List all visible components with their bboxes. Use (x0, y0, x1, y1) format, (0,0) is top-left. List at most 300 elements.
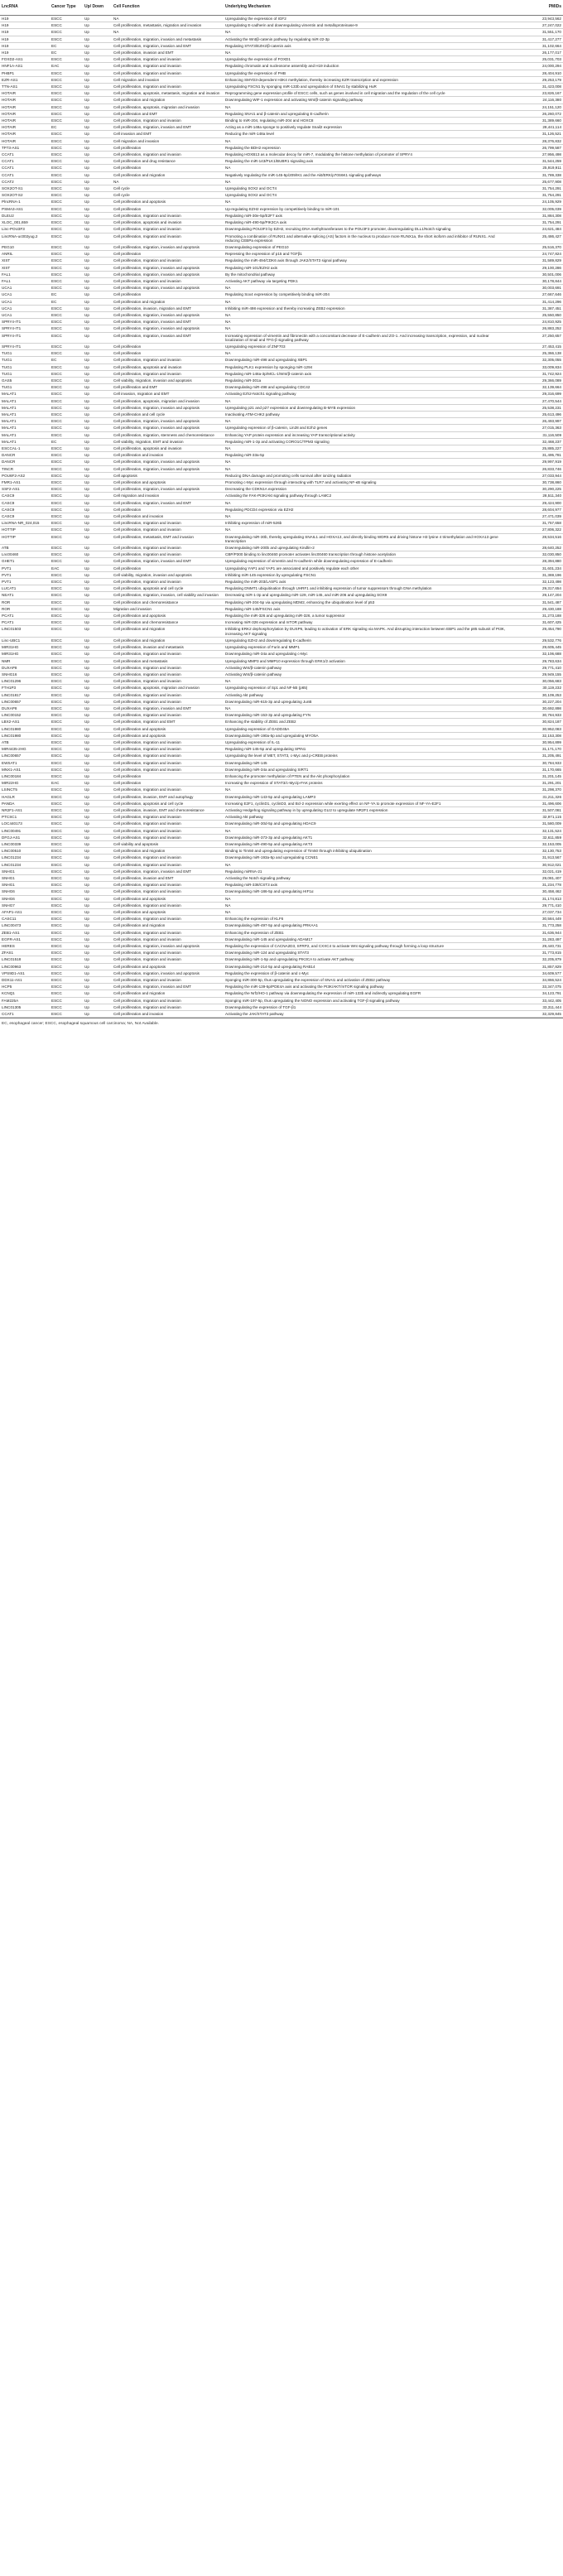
cancer-type-cell: ESCC (50, 472, 83, 479)
mechanism-cell: Upregulating expression of vimentin and N-cadherin while downregulating expression of E-cadherin (224, 558, 509, 565)
pmids-cell: 31,754,291 (509, 192, 563, 199)
up-down-cell: Up (83, 499, 112, 506)
mechanism-cell: Downregulating miR-30b, thereby upregulating SNAIL1 and HOXA13, and directly binding WDR5 and driving histone H3 lysine 4 trimethylation and HOXA13 gene transcription (224, 533, 509, 544)
pmids-cell: 26,260,072 (509, 110, 563, 117)
table-row (0, 571, 563, 578)
cell-function-cell: Cell proliferation, apoptosis and cell cycle (112, 585, 224, 592)
cell-function-cell: Cell proliferation (112, 773, 224, 779)
table-row (0, 977, 563, 984)
mechanism-cell: Enhancing SMYD3-dependent H3K4 methylation, thereby increasing EZR transcription and expression (224, 76, 509, 83)
cancer-type-cell: ESCC (50, 165, 83, 171)
cell-function-cell: Cell proliferation, migration and invasion (112, 977, 224, 984)
lncrna-cell: MALAT1 (0, 418, 50, 425)
mechanism-cell: NA (224, 465, 509, 472)
cell-function-cell: Cell proliferation, migration, invasion and apoptosis (112, 271, 224, 277)
up-down-cell: Up (83, 725, 112, 732)
lncrna-cell: LINC00657 (0, 753, 50, 759)
cancer-type-cell: ESCC (50, 350, 83, 357)
up-down-cell: Up (83, 364, 112, 370)
cell-function-cell: Cell viability, migration, EMT and invasion (112, 438, 224, 445)
mechanism-cell: NA (224, 895, 509, 902)
lncrna-cell: UCA1 (0, 291, 50, 298)
pmids-cell: 32,205,879 (509, 956, 563, 963)
pmids-cell: 25,516,370 (509, 243, 563, 250)
cell-function-cell: Cell invasion and EMT (112, 131, 224, 137)
pmids-cell: 31,541,487 (509, 599, 563, 605)
lncrna-cell: GAS5 (0, 377, 50, 383)
mechanism-cell: Activating Akt pathway (224, 814, 509, 821)
up-down-cell: Up (83, 199, 112, 205)
lncrna-cell: LINC00657 (0, 698, 50, 705)
mechanism-cell: Acting as a miR-148a sponge to positively regulate Snail2 expression (224, 124, 509, 131)
table-row (0, 185, 563, 192)
mechanism-cell: Regulating the miR-139-5p/PDE4A axis and activating the PI3K/AKT/mTOR signaling pathway (224, 984, 509, 990)
up-down-cell: Up (83, 868, 112, 874)
cell-function-cell: Cell proliferation, invasion and EMT (112, 875, 224, 882)
mechanism-cell: Downregulating WIF-1 expression and activating Wnt/β-catenin signaling pathway (224, 97, 509, 104)
cell-function-cell: Cell proliferation, migration, invasion and EMT (112, 42, 224, 49)
mechanism-cell: Activating the FAK-PI3K/Akt signaling pathway through LAMC2 (224, 493, 509, 499)
pmids-cell: 31,423,008 (509, 84, 563, 90)
cancer-type-cell: ESCC (50, 22, 83, 29)
cell-function-cell: Cell viability and apoptosis (112, 840, 224, 847)
mechanism-cell: Enhancing the promoter methylation of PTEN and the Akt phosphorylation (224, 773, 509, 779)
cell-function-cell: Cell proliferation and EMT (112, 384, 224, 391)
lncrna-cell: TTN-AS1 (0, 84, 50, 90)
up-down-cell: Up (83, 599, 112, 605)
lncrna-cell: PANDA (0, 800, 50, 807)
cell-function-cell: Cell proliferation, migration, invasion and EMT (112, 499, 224, 506)
cell-function-cell: Cell proliferation, apoptosis and invasion (112, 445, 224, 452)
table-row (0, 753, 563, 759)
table-row (0, 773, 563, 779)
cell-function-cell: Cell proliferation, invasion, EMT and chemoresistance (112, 807, 224, 813)
cancer-type-cell: ESCC (50, 384, 83, 391)
lncrna-cell: HOTAIR (0, 104, 50, 110)
lncrna-cell: MALAT1 (0, 425, 50, 431)
pmids-cell: 24,105,929 (509, 199, 563, 205)
cancer-type-cell: ESCC (50, 956, 83, 963)
cancer-type-cell: ESCC (50, 977, 83, 984)
lncrna-cell: EGFR-AS1 (0, 936, 50, 942)
table-row (0, 990, 563, 997)
mechanism-cell: Activating the Wnt/β-catenin pathway by regulating miR-22-3p (224, 36, 509, 42)
table-row (0, 848, 563, 855)
lncrna-cell: TUG1 (0, 364, 50, 370)
table-row (0, 205, 563, 212)
up-down-cell: Up (83, 592, 112, 599)
pmids-cell: 29,430,188 (509, 605, 563, 612)
mechanism-cell: Enhancing the expression of KLF6 (224, 916, 509, 922)
cell-function-cell: Migration and invasion (112, 605, 224, 612)
up-down-cell: Up (83, 861, 112, 868)
table-row (0, 499, 563, 506)
table-row (0, 22, 563, 29)
pmids-cell: 32,468,237 (509, 438, 563, 445)
up-down-cell: Up (83, 291, 112, 298)
lncrna-cell: NMR (0, 657, 50, 664)
mechanism-cell: Decreasing miR-1-3p and upregulating miR-129, miR-145, and miR-206 and upregulating SOX9 (224, 592, 509, 599)
cancer-type-cell: ESCC (50, 118, 83, 124)
cell-function-cell: Cell proliferation, migration, invasion and apoptosis (112, 311, 224, 318)
lncrna-cell: UCA1 (0, 298, 50, 305)
up-down-cell: Up (83, 671, 112, 677)
up-down-cell: Up (83, 325, 112, 332)
table-row (0, 868, 563, 874)
mechanism-cell: Reducing the miR-148a level (224, 131, 509, 137)
up-down-cell: Up (83, 613, 112, 619)
up-down-cell: Up (83, 397, 112, 404)
lncrna-cell: ZEB1-AS1 (0, 929, 50, 936)
mechanism-cell: Upregulating expression of IL-11 (224, 739, 509, 745)
lncrna-cell: CCAT1 (0, 152, 50, 158)
table-row (0, 445, 563, 452)
mechanism-cell: Downregulating miR-373-3p and upregulating AKT1 (224, 834, 509, 840)
mechanism-cell: Regulating miR-101/EZH2 axis (224, 264, 509, 271)
table-row (0, 585, 563, 592)
mechanism-cell: NA (224, 499, 509, 506)
up-down-cell: Up (83, 271, 112, 277)
pmids-cell: 28,511,340 (509, 493, 563, 499)
table-row (0, 644, 563, 651)
mechanism-cell: Regulating chromatin and nucleosome assembly and H19 induction (224, 63, 509, 70)
cancer-type-cell: ESCC (50, 465, 83, 472)
cell-function-cell: Cell proliferation, metastasis, migration and invasion (112, 22, 224, 29)
cancer-type-cell: ESCC (50, 212, 83, 219)
lncrna-cell: DFGJ-AS1 (0, 834, 50, 840)
lncrna-cell: CCAT1 (0, 158, 50, 165)
cancer-type-cell: ESCC (50, 868, 83, 874)
lncrna-cell: FMR1-AS1 (0, 479, 50, 486)
up-down-cell: Up (83, 76, 112, 83)
cancer-type-cell: ESCC (50, 397, 83, 404)
cancer-type-cell: ESCC (50, 243, 83, 250)
table-row (0, 793, 563, 800)
mechanism-cell: Regulating miRNA-21 (224, 868, 509, 874)
table-row (0, 425, 563, 431)
up-down-cell: Up (83, 506, 112, 513)
pmids-cell: 31,102,664 (509, 42, 563, 49)
mechanism-cell: Negatively regulating the miR-145-5p/209/IK1 and the Akt/ERK/p70S6K1 signaling pathways (224, 171, 509, 178)
pmids-cell: 25,919,911 (509, 165, 563, 171)
table-row (0, 243, 563, 250)
mechanism-cell: Increasing miR-326 expression and mTOR pathway (224, 619, 509, 626)
lncrna-cell: FOXD2-AS1 (0, 56, 50, 63)
pmids-cell: 31,789,338 (509, 171, 563, 178)
cancer-type-cell: ESCC (50, 16, 83, 22)
mechanism-cell: NA (224, 350, 509, 357)
cell-function-cell: Cell proliferation and migration (112, 922, 224, 929)
mechanism-cell: Downregulating miR-1-5p and upregulating PIK3CA to activate AKT pathway (224, 956, 509, 963)
pmids-cell: 30,954,899 (509, 739, 563, 745)
pmids-cell: 32,123,498 (509, 579, 563, 585)
lncrna-cell: DUXAP8 (0, 664, 50, 671)
table-row (0, 350, 563, 357)
header-up-down: Up/ Down (83, 0, 112, 16)
pmids-cell: 31,754,291 (509, 185, 563, 192)
cell-function-cell: Cell migration and invasion (112, 493, 224, 499)
cell-function-cell: Cell proliferation, migration and invasion (112, 861, 224, 868)
up-down-cell: Up (83, 651, 112, 657)
mechanism-cell: Upregulating YAP1 and YAP1 are associated and positively regulate each other (224, 565, 509, 571)
table-row (0, 712, 563, 719)
mechanism-cell: NA (224, 445, 509, 452)
lncrna-cell: PCAT1 (0, 619, 50, 626)
up-down-cell: Up (83, 685, 112, 691)
up-down-cell: Up (83, 472, 112, 479)
table-row (0, 124, 563, 131)
lncrna-cell: ANRIL (0, 251, 50, 258)
lncrna-cell: MALAT1 (0, 431, 50, 438)
pmids-cell: 27,471,039 (509, 513, 563, 520)
mechanism-cell: NA (224, 298, 509, 305)
up-down-cell: Up (83, 545, 112, 551)
lncrna-cell: H19 (0, 42, 50, 49)
lncrna-cell: TUG1 (0, 357, 50, 364)
pmids-cell: 25,613,496 (509, 411, 563, 417)
cancer-type-cell: ESCC (50, 807, 83, 813)
cell-function-cell: Cell proliferation, migration and invasion (112, 671, 224, 677)
table-row (0, 565, 563, 571)
cancer-type-cell: ESCC (50, 70, 83, 76)
up-down-cell: Up (83, 370, 112, 377)
mechanism-cell: NA (224, 137, 509, 144)
table-row (0, 438, 563, 445)
lncrna-cell: SPRY4-IT1 (0, 319, 50, 325)
pmids-cell: 31,283,497 (509, 936, 563, 942)
lncrna-cell: PTCSC1 (0, 814, 50, 821)
mechanism-cell: Upregulating E-cadherin and downregulating vimentin and metalloproteinase-9 (224, 22, 509, 29)
cell-function-cell: Cell proliferation, migration and invasion (112, 212, 224, 219)
pmids-cell: 31,857,829 (509, 963, 563, 970)
lncrna-cell: LINC00184 (0, 773, 50, 779)
cell-function-cell: Cell proliferation, migration, invasion and EMT (112, 319, 224, 325)
table-row (0, 936, 563, 942)
mechanism-cell: Regulating SNAI1 and β-catenin and upregulating E-cadherin (224, 110, 509, 117)
cell-function-cell: Cell proliferation, migration, invasion, cell viability and invasion (112, 592, 224, 599)
cancer-type-cell: ESCC (50, 739, 83, 745)
pmids-cell: 31,884,308 (509, 212, 563, 219)
cell-function-cell: Cell proliferation, apoptosis and invasion (112, 219, 224, 226)
table-row (0, 875, 563, 882)
pmids-cell: 26,883,252 (509, 325, 563, 332)
lncrna-cell: SPRY4-IT1 (0, 332, 50, 343)
header-pmids: PMIDs (509, 0, 563, 16)
cancer-type-cell: ESCC (50, 545, 83, 551)
table-row (0, 637, 563, 643)
cell-function-cell: Cell proliferation, migration and invasion (112, 936, 224, 942)
up-down-cell: Up (83, 264, 112, 271)
pmids-cell: 32,030,850 (509, 551, 563, 558)
cancer-type-cell: ESCC (50, 861, 83, 868)
table-row (0, 226, 563, 233)
mechanism-cell: Upregulating the expression of IGF2 (224, 16, 509, 22)
mechanism-cell: Increasing E2F1, cyclinD1, cyclinD3, and Bcl-2 expression while exerting effect on NF-YA to promote expression of NF-YA-E2F1 (224, 800, 509, 807)
cancer-type-cell: ESCC (50, 644, 83, 651)
cancer-type-cell: ESCC (50, 685, 83, 691)
cell-function-cell: Cell proliferation, migration and invasion (112, 664, 224, 671)
mechanism-cell: NA (224, 827, 509, 834)
pmids-cell: 27,470,544 (509, 397, 563, 404)
mechanism-cell: Upregulating expression of Sp1 and NF-kB (p65) (224, 685, 509, 691)
cancer-type-cell: ESCC (50, 664, 83, 671)
mechanism-cell: Activating Hedgehog signaling pathway in by upregulating GLI2 to upregulate NR2F1 expression (224, 807, 509, 813)
header-cell-function: Cell Function (112, 0, 224, 16)
table-row (0, 691, 563, 698)
table-row (0, 821, 563, 827)
mechanism-cell: Regulating the miR-326 and upregulating miR-326, a tumor suppressor (224, 613, 509, 619)
cancer-type-cell: ESCC (50, 827, 83, 834)
mechanism-cell: Activating AKT pathway via targeting PDK1 (224, 277, 509, 284)
pmids-cell: 32,329,845 (509, 1011, 563, 1018)
pmids-cell: 24,116,380 (509, 97, 563, 104)
cancer-type-cell: ESCC (50, 657, 83, 664)
table-row (0, 800, 563, 807)
up-down-cell: Up (83, 350, 112, 357)
mechanism-cell: Downregulating miR-214-5p and upregulating RAB14 (224, 963, 509, 970)
table-row (0, 377, 563, 383)
up-down-cell: Up (83, 445, 112, 452)
up-down-cell: Up (83, 452, 112, 459)
table-row (0, 746, 563, 753)
up-down-cell: Up (83, 520, 112, 527)
table-row (0, 90, 563, 97)
pmids-cell: 29,783,634 (509, 657, 563, 664)
cancer-type-cell: EC (50, 50, 83, 56)
cell-function-cell: Cell proliferation, migration and invasion (112, 888, 224, 895)
pmids-cell: 31,205,491 (509, 753, 563, 759)
mechanism-cell: NA (224, 397, 509, 404)
pmids-cell: 34,123,791 (509, 990, 563, 997)
cell-function-cell: Cell cycle (112, 192, 224, 199)
up-down-cell: Up (83, 664, 112, 671)
pmids-cell: 29,081,407 (509, 875, 563, 882)
table-row (0, 732, 563, 739)
cell-function-cell: Cell proliferation (112, 350, 224, 357)
lncrna-cell: LincRNA-NR_024,015 (0, 520, 50, 527)
up-down-cell: Up (83, 36, 112, 42)
up-down-cell: Up (83, 963, 112, 970)
mechanism-cell: Upregulating EZH2 and downregulating E-cadherin (224, 637, 509, 643)
cell-function-cell: Cell proliferation, apoptosis, migration and invasion (112, 685, 224, 691)
table-row (0, 685, 563, 691)
cancer-type-cell: ESCC (50, 431, 83, 438)
table-row (0, 357, 563, 364)
cell-function-cell: Cell proliferation, migration, stemness and chemoresistance (112, 431, 224, 438)
lncrna-cell: MALAT1 (0, 411, 50, 417)
up-down-cell: Up (83, 185, 112, 192)
mechanism-cell: NA (224, 459, 509, 465)
up-down-cell: Up (83, 855, 112, 861)
cell-function-cell: Cell proliferation, migration and invasion (112, 152, 224, 158)
mechanism-cell: Downregulating miR-497-5p and upregulating PRKAA1 (224, 922, 509, 929)
table-row (0, 766, 563, 773)
cell-function-cell: Cell proliferation, migration, invasion and EMT (112, 705, 224, 711)
table-row (0, 997, 563, 1004)
lncrna-cell: LINC01296 (0, 678, 50, 685)
cell-function-cell: Cell proliferation and migration (112, 626, 224, 637)
table-row (0, 651, 563, 657)
cell-function-cell: Cell proliferation, metastasis, EMT and invasion (112, 533, 224, 544)
cell-function-cell: Cell proliferation, apoptosis and invasion (112, 364, 224, 370)
cancer-type-cell: ESCC (50, 848, 83, 855)
table-row (0, 431, 563, 438)
lncrna-cell: LINC00510 (0, 848, 50, 855)
table-row (0, 834, 563, 840)
mechanism-cell: Regulating DNMT1 ubiquitination through UHRF1 and inhibiting expression of tumor suppressors through DNA methylation (224, 585, 509, 592)
cell-function-cell: Cell proliferation and apoptosis (112, 199, 224, 205)
cancer-type-cell: ESCC (50, 271, 83, 277)
mechanism-cell: NA (224, 319, 509, 325)
lncrna-cell: EWSAT1 (0, 759, 50, 766)
up-down-cell: Up (83, 719, 112, 725)
lncrna-cell: LINC00963 (0, 963, 50, 970)
table-row (0, 63, 563, 70)
lncrna-cell: AFAP1-AS1 (0, 909, 50, 916)
pmids-cell: 23,943,562 (509, 16, 563, 22)
cancer-type-cell: ESCC (50, 391, 83, 397)
cancer-type-cell: ESCC (50, 902, 83, 908)
lncrna-cell: CCAT1 (0, 165, 50, 171)
pmids-cell: 31,544,259 (509, 158, 563, 165)
cancer-type-cell: ESCC (50, 558, 83, 565)
lncrna-cell: SNHG6 (0, 888, 50, 895)
lncrna-cell: ATB (0, 545, 50, 551)
table-row (0, 678, 563, 685)
up-down-cell: Up (83, 305, 112, 311)
up-down-cell: Up (83, 391, 112, 397)
cell-function-cell: Cell proliferation, migration and invasion (112, 739, 224, 745)
table-row (0, 520, 563, 527)
table-row (0, 558, 563, 565)
cancer-type-cell: ESCC (50, 425, 83, 431)
mechanism-cell: NA (224, 165, 509, 171)
pmids-cell: 31,201,145 (509, 773, 563, 779)
mechanism-cell: Increasing expression of vimentin and fibronectin with a concomitant decrease of E-cadherin and ZO-1. And increasing transcription, expression, and nuclear localization of Snail and TFG-β signaling pathway (224, 332, 509, 343)
cancer-type-cell: ESCC (50, 499, 83, 506)
cell-function-cell: Cell proliferation, apoptosis and cell cycle (112, 800, 224, 807)
mechanism-cell: Increasing the expression of STAT3/c-Myc/p-FAK proteins (224, 780, 509, 787)
cancer-type-cell: ESCC (50, 233, 83, 243)
mechanism-cell: NA (224, 418, 509, 425)
pmids-cell: 25,885,227 (509, 445, 563, 452)
table-row (0, 97, 563, 104)
lncrna-cell: HNF1A-AS1 (0, 63, 50, 70)
mechanism-cell: Regulating miR-145/FSCN1 axis (224, 605, 509, 612)
cell-function-cell: Cell proliferation, migration, invasion and apoptosis (112, 459, 224, 465)
lncrna-cell: HOTAIR (0, 124, 50, 131)
pmids-cell: 31,234,778 (509, 882, 563, 888)
cancer-type-cell: ESCC (50, 56, 83, 63)
mechanism-cell: Reducing DNA damage and promoting cells survival after ionizing radiation (224, 472, 509, 479)
mechanism-cell: Activating Ezh2-Notch1 signaling pathway (224, 391, 509, 397)
cancer-type-cell: ESCC (50, 445, 83, 452)
table-row (0, 895, 563, 902)
pmids-cell: 28,534,516 (509, 533, 563, 544)
lncrna-cell: ZFAS1 (0, 950, 50, 956)
cancer-type-cell: ESCC (50, 178, 83, 185)
table-row (0, 599, 563, 605)
mechanism-cell: Repressing the expression of p15 and TGFβ1 (224, 251, 509, 258)
lncrna-cell: HOTTIP (0, 533, 50, 544)
up-down-cell: Up (83, 929, 112, 936)
cancer-type-cell: ESCC (50, 171, 83, 178)
table-row (0, 551, 563, 558)
cancer-type-cell: EAC (50, 565, 83, 571)
table-row (0, 719, 563, 725)
table-row (0, 364, 563, 370)
cell-function-cell: Cell proliferation, migration and invasion (112, 551, 224, 558)
